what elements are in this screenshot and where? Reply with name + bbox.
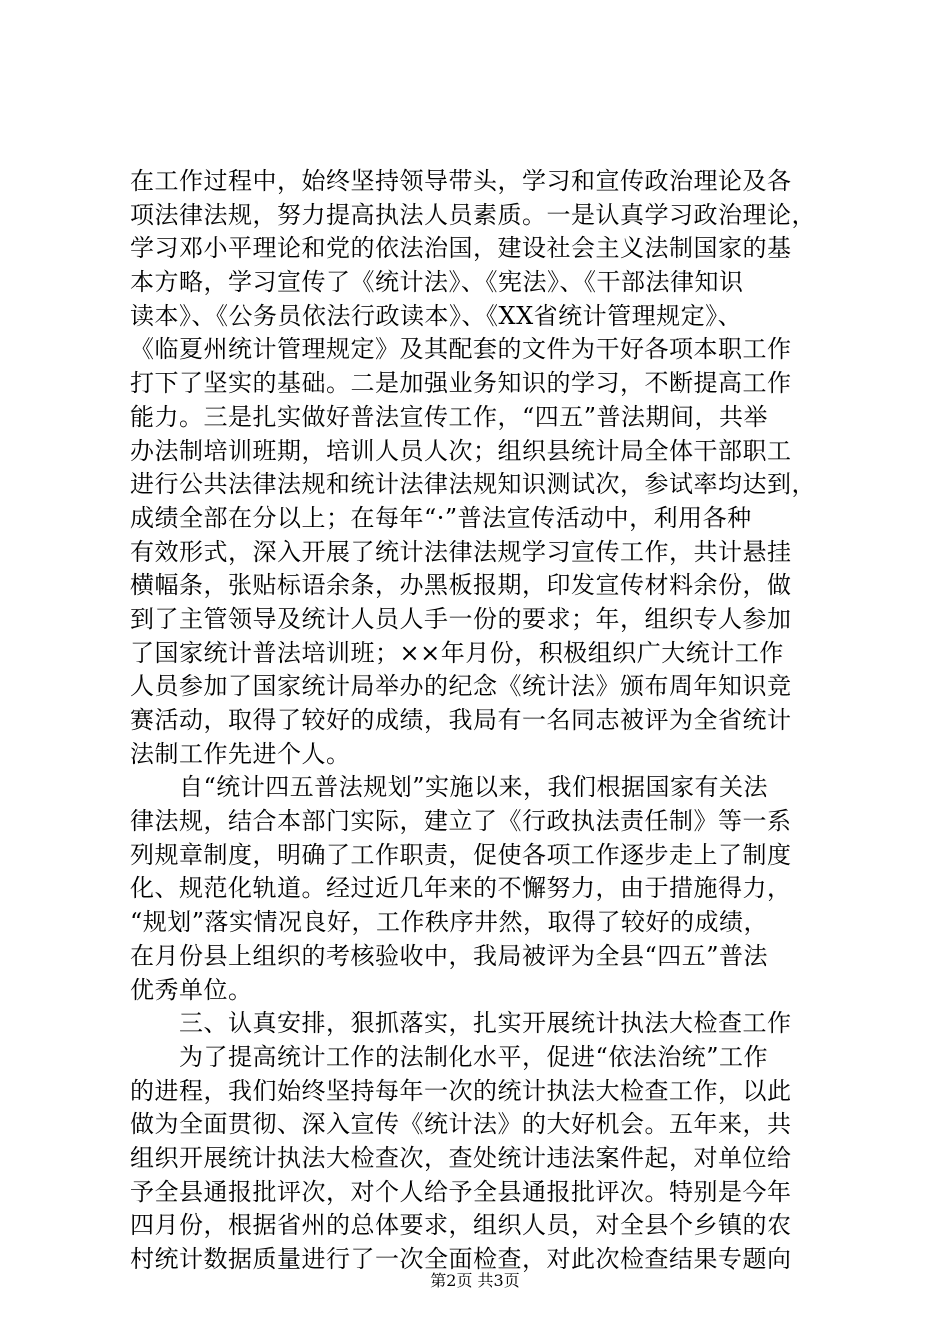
text-line: 人员参加了国家统计局举办的纪念《统计法》颁布周年知识竞: [130, 672, 792, 701]
text-line: 村统计数据质量进行了一次全面检查，对此次检查结果专题向: [130, 1245, 792, 1273]
text-line: 自“统计四五普法规划”实施以来，我们根据国家有关法: [130, 773, 769, 802]
text-line: 项法律法规，努力提高执法人员素质。一是认真学习政治理论，: [130, 200, 816, 229]
text-line: 优秀单位。: [130, 975, 253, 1004]
text-line: “规划”落实情况良好，工作秩序井然，取得了较好的成绩，: [130, 908, 769, 937]
text-line: 化、规范化轨道。经过近几年来的不懈努力，由于措施得力，: [130, 874, 792, 903]
text-line: 了国家统计普法培训班；××年月份，积极组织广大统计工作: [130, 638, 784, 667]
text-line: 赛活动，取得了较好的成绩，我局有一名同志被评为全省统计: [130, 706, 792, 734]
text-line: 办法制培训班期，培训人员人次；组织县统计局全体干部职工: [130, 436, 792, 465]
text-line: 本方略，学习宣传了《统计法》、《宪法》、《干部法律知识: [130, 268, 744, 297]
text-line: 律法规，结合本部门实际，建立了《行政执法责任制》等一系: [130, 807, 792, 836]
text-line: 为了提高统计工作的法制化水平，促进“依法治统”工作: [130, 1042, 769, 1071]
text-line: 法制工作先进个人。: [130, 739, 351, 768]
text-line: 在月份县上组织的考核验收中，我局被评为全县“四五”普法: [130, 941, 769, 970]
body-text: [130, 165, 830, 1277]
text-line: 《临夏州统计管理规定》及其配套的文件为干好各项本职工作: [130, 335, 792, 364]
text-line: 读本》、《公务员依法行政读本》、《XX省统计管理规定》、: [130, 301, 743, 330]
text-line: 能力。三是扎实做好普法宣传工作，“四五”普法期间，共举: [130, 402, 769, 431]
text-line: 进行公共法律法规和统计法律法规知识测试次，参试率均达到，: [130, 470, 816, 499]
text-line: 三、认真安排，狠抓落实，扎实开展统计执法大检查工作: [130, 1009, 792, 1038]
page-footer: 第2页 共3页: [430, 1271, 520, 1290]
text-line: 在工作过程中，始终坚持领导带头，学习和宣传政治理论及各: [130, 167, 792, 195]
text-line: 组织开展统计执法大检查次，查处统计违法案件起，对单位给: [130, 1143, 792, 1172]
text-line: 四月份，根据省州的总体要求，组织人员，对全县个乡镇的农: [130, 1211, 792, 1240]
text-line: 学习邓小平理论和党的依法治国，建设社会主义法制国家的基: [130, 234, 792, 263]
text-line: 到了主管领导及统计人员人手一份的要求；年，组织专人参加: [130, 604, 792, 633]
text-line: 列规章制度，明确了工作职责，促使各项工作逐步走上了制度: [130, 840, 792, 869]
text-line: 横幅条，张贴标语余条，办黑板报期，印发宣传材料余份，做: [130, 571, 792, 600]
text-line: 的进程，我们始终坚持每年一次的统计执法大检查工作，以此: [130, 1076, 792, 1105]
text-line: 打下了坚实的基础。二是加强业务知识的学习，不断提高工作: [130, 369, 792, 398]
text-line: 成绩全部在分以上；在每年“·”普法宣传活动中，利用各种: [130, 503, 752, 532]
text-line: 做为全面贯彻、深入宣传《统计法》的大好机会。五年来，共: [130, 1110, 792, 1139]
text-line: 有效形式，深入开展了统计法律法规学习宣传工作，共计悬挂: [130, 537, 792, 566]
text-line: 予全县通报批评次，对个人给予全县通报批评次。特别是今年: [130, 1177, 792, 1206]
